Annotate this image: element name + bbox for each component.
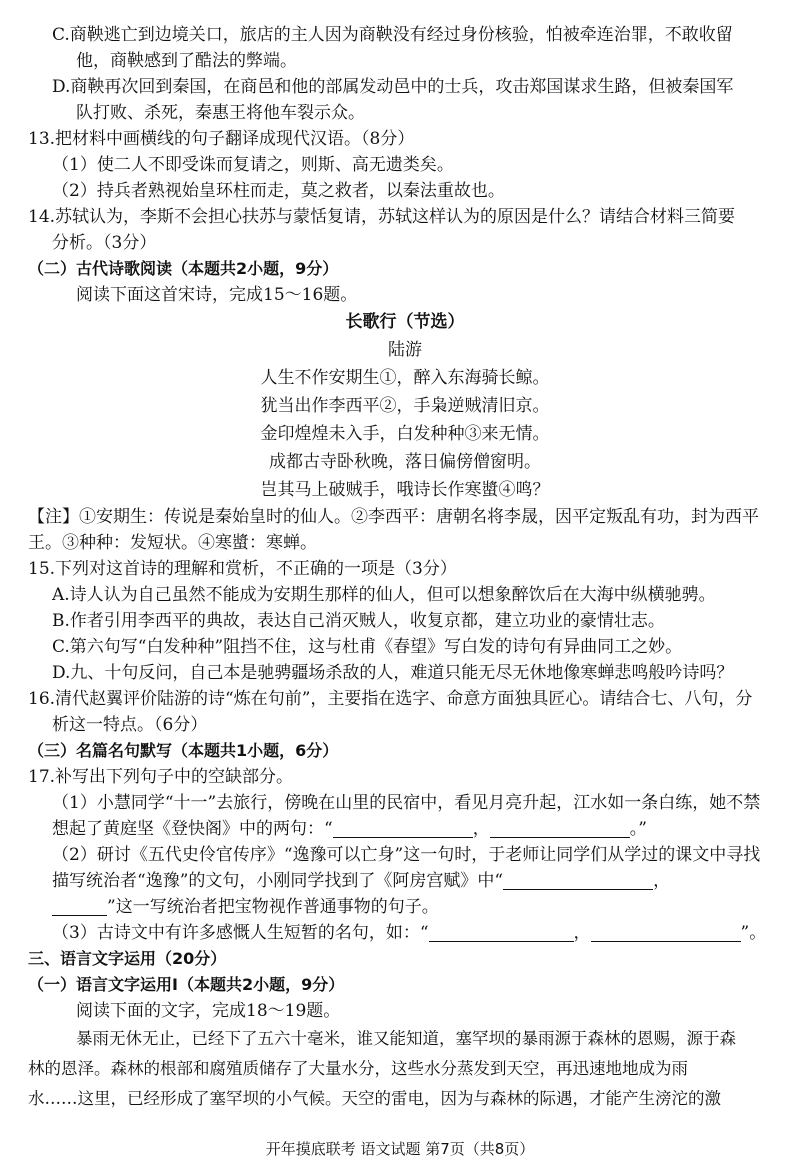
q12-option-c-line2: 他，商鞅感到了酷法的弊端。 <box>76 51 297 71</box>
q12-option-d-line2: 队打败、杀死，秦惠王将他车裂示众。 <box>76 103 365 123</box>
q17-item2-comma: ， <box>653 871 671 891</box>
passage-line3: 水……这里，已经形成了塞罕坝的小气候。天空的雷电，因为与森林的际遇，才能产生滂沱的激 <box>28 1089 721 1108</box>
answer-blank[interactable] <box>333 819 473 838</box>
q13-sentence-1: （1）使二人不即受诛而复请之，则斯、高无遗类矣。 <box>52 155 454 175</box>
q17-item1-end: 。” <box>629 819 647 839</box>
poem <box>28 308 782 504</box>
q17-item3-comma: ， <box>573 923 591 943</box>
q17-item1-line1: （1）小慧同学“十一”去旅行，傍晚在山里的民宿中，看见月亮升起，江水如一条白练，她不禁 <box>52 793 761 813</box>
q17-item2-line1: （2）研讨《五代史伶官传序》“逸豫可以亡身”这一句时，于老师让同学们从学过的课文中寻找 <box>52 845 761 865</box>
q13-sentence-2: （2）持兵者熟视始皇环柱而走，莫之救者，以秦法重故也。 <box>52 181 505 201</box>
poem-author: 陆游 <box>388 340 422 360</box>
q12-option-c-line1: C.商鞅逃亡到边境关口，旅店的主人因为商鞅没有经过身份核验，怕被牵连治罪，不敢收留 <box>52 25 733 45</box>
poem-note-line1: 【注】①安期生：传说是秦始皇时的仙人。②李西平：唐朝名将李晟，因平定叛乱有功，封为西平 <box>28 507 759 527</box>
answer-blank[interactable] <box>52 897 107 916</box>
poem-line: 犹当出作李西平②，手枭逆贼清旧京。 <box>260 396 550 416</box>
poem-title: 长歌行（节选） <box>345 312 465 332</box>
part3-heading: 三、语言文字运用（20分） <box>28 949 227 968</box>
poem-line: 金印煌煌未入手，白发种种③来无情。 <box>260 424 550 444</box>
part3-intro: 阅读下面的文字，完成18～19题。 <box>76 1001 341 1021</box>
page-footer: 开年摸底联考 语文试题 第7页（共8页） <box>265 1140 535 1158</box>
q15-option-a: A.诗人认为自己虽然不能成为安期生那样的仙人，但可以想象醉饮后在大海中纵横驰骋。 <box>52 585 716 605</box>
q17-item2-line3 <box>28 894 782 920</box>
passage-line1: 暴雨无休无止，已经下了五六十毫米，谁又能知道，塞罕坝的暴雨源于森林的恩赐，源于森 <box>76 1029 736 1048</box>
poem-note-line2: 王。③种种：发短状。④寒螿：寒蝉。 <box>28 533 317 553</box>
poem-line: 人生不作安期生①，醉入东海骑长鲸。 <box>260 368 550 388</box>
section-poetry-heading: （二）古代诗歌阅读（本题共2小题，9分） <box>28 259 339 278</box>
q15-option-c: C.第六句写“白发种种”阻挡不住，这与杜甫《春望》写白发的诗句有异曲同工之妙。 <box>52 637 683 657</box>
poem-line: 岂其马上破贼手，哦诗长作寒螿④鸣？ <box>260 480 550 500</box>
q17-item2-prefix: 描写统治者“逸豫”的文句，小刚同学找到了《阿房宫赋》中“ <box>52 871 504 891</box>
q16-line1: 16.清代赵翼评价陆游的诗“炼在句前”，主要指在选字、命意方面独具匠心。请结合七、八句，分 <box>28 689 753 709</box>
q15-stem: 15.下列对这首诗的理解和赏析，不正确的一项是（3分） <box>28 559 457 579</box>
answer-blank[interactable] <box>429 923 574 942</box>
q17-item2-line2 <box>28 868 782 894</box>
answer-blank[interactable] <box>591 923 741 942</box>
answer-blank[interactable] <box>503 871 653 890</box>
section-recitation-heading: （三）名篇名句默写（本题共1小题，6分） <box>28 741 339 760</box>
poem-line: 成都古寺卧秋晚，落日偏傍僧窗明。 <box>269 452 541 472</box>
passage-line2: 林的恩泽。森林的根部和腐殖质储存了大量水分，这些水分蒸发到天空，再迅速地地成为雨 <box>28 1059 688 1078</box>
q14-line1: 14.苏轼认为，李斯不会担心扶苏与蒙恬复请，苏轼这样认为的原因是什么？请结合材料三简要 <box>28 207 736 227</box>
q12-option-d-line1: D.商鞅再次回到秦国，在商邑和他的部属发动邑中的士兵，攻击郑国谋求生路，但被秦国军 <box>52 77 734 97</box>
answer-blank[interactable] <box>490 819 630 838</box>
q15-option-d: D.九、十句反问，自己本是驰骋疆场杀敌的人，难道只能无尽无休地像寒蝉悲鸣般吟诗吗？ <box>52 663 734 683</box>
part3-subheading: （一）语言文字运用Ⅰ（本题共2小题，9分） <box>28 975 345 994</box>
q15-option-b: B.作者引用李西平的典故，表达自己消灭贼人，收复京都，建立功业的豪情壮志。 <box>52 611 665 631</box>
q17-item3-prefix: （3）古诗文中有许多感慨人生短暂的名句，如：“ <box>52 923 429 943</box>
q17-item3-end: ”。 <box>740 923 767 943</box>
q17-item2-end: ”这一写统治者把宝物视作普通事物的句子。 <box>107 897 439 917</box>
q14-line2: 分析。（3分） <box>52 233 157 253</box>
q16-line2: 析这一特点。（6分） <box>52 715 208 735</box>
reading-passage <box>28 1024 782 1114</box>
q17-item1-prefix: 想起了黄庭坚《登快阁》中的两句：“ <box>52 819 333 839</box>
q17-item1-comma: ， <box>472 819 490 839</box>
q17-stem: 17.补写出下列句子中的空缺部分。 <box>28 767 294 787</box>
q13-stem: 13.把材料中画横线的句子翻译成现代汉语。（8分） <box>28 129 415 149</box>
q17-item3 <box>28 920 782 946</box>
section-poetry-intro: 阅读下面这首宋诗，完成15～16题。 <box>76 285 358 305</box>
q17-item1-line2 <box>28 816 782 842</box>
